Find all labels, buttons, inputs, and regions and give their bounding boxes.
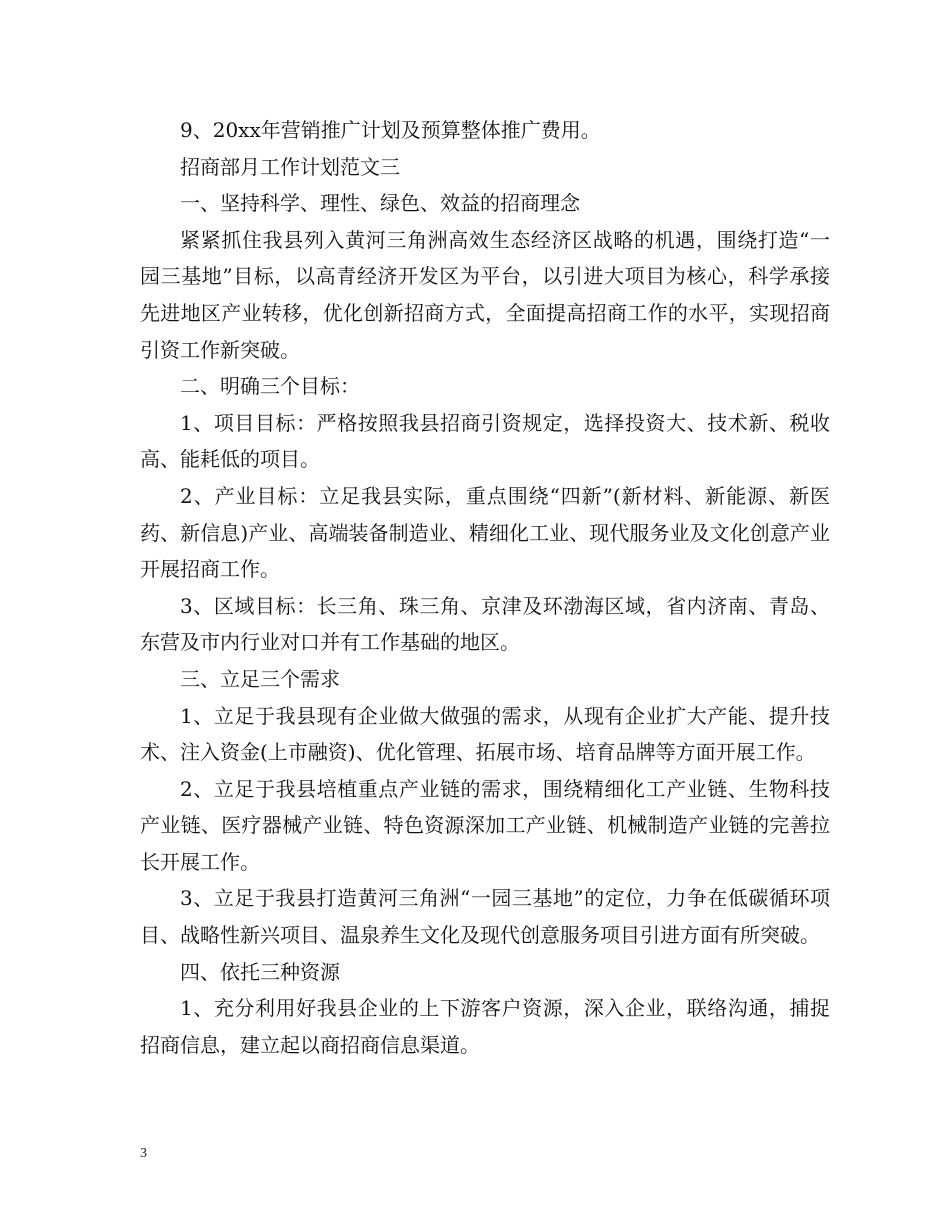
paragraph-need-chain: 2、立足于我县培植重点产业链的需求，围绕精细化工产业链、生物科技产业链、医疗器械产业链、特色资源深加工产业链、机械制造产业链的完善拉长开展工作。	[140, 776, 830, 874]
page-number: 3	[140, 1146, 147, 1161]
paragraph-budget-item: 9、20xx年营销推广计划及预算整体推广费用。	[180, 118, 601, 142]
heading-four: 四、依托三种资源	[180, 959, 340, 984]
paragraph-need-positioning: 3、立足于我县打造黄河三角洲“一园三基地”的定位，力争在低碳循环项目、战略性新兴项目、温泉养生文化及现代创意服务项目引进方面有所突破。	[140, 886, 830, 948]
paragraph-project-goal: 1、项目目标：严格按照我县招商引资规定，选择投资大、技术新、税收高、能耗低的项目。	[140, 410, 830, 472]
paragraph-strategy: 紧紧抓住我县列入黄河三角洲高效生态经济区战略的机遇，围绕打造“一园三基地”目标，以高青经济开发区为平台，以引进大项目为核心，科学承接先进地区产业转移，优化创新招商方式，全面提高招商工作的水平，实现招商引资工作新突破。	[140, 227, 830, 362]
paragraph-need-existing: 1、立足于我县现有企业做大做强的需求，从现有企业扩大产能、提升技术、注入资金(上市融资)、优化管理、拓展市场、培育品牌等方面开展工作。	[140, 703, 830, 765]
heading-two: 二、明确三个目标：	[180, 374, 360, 399]
paragraph-region-goal: 3、区域目标：长三角、珠三角、京津及环渤海区域，省内济南、青岛、东营及市内行业对口并有工作基础的地区。	[140, 593, 830, 655]
document-body	[140, 112, 830, 1063]
paragraph-industry-goal: 2、产业目标：立足我县实际，重点围绕“四新”(新材料、新能源、新医药、新信息)产业、高端装备制造业、精细化工业、现代服务业及文化创意产业开展招商工作。	[140, 483, 830, 582]
heading-one: 一、坚持科学、理性、绿色、效益的招商理念	[180, 191, 580, 216]
section-title: 招商部月工作计划范文三	[180, 154, 400, 179]
paragraph-resource-clients: 1、充分利用好我县企业的上下游客户资源，深入企业，联络沟通，捕捉招商信息，建立起以商招商信息渠道。	[140, 996, 830, 1057]
heading-three: 三、立足三个需求	[180, 666, 340, 691]
